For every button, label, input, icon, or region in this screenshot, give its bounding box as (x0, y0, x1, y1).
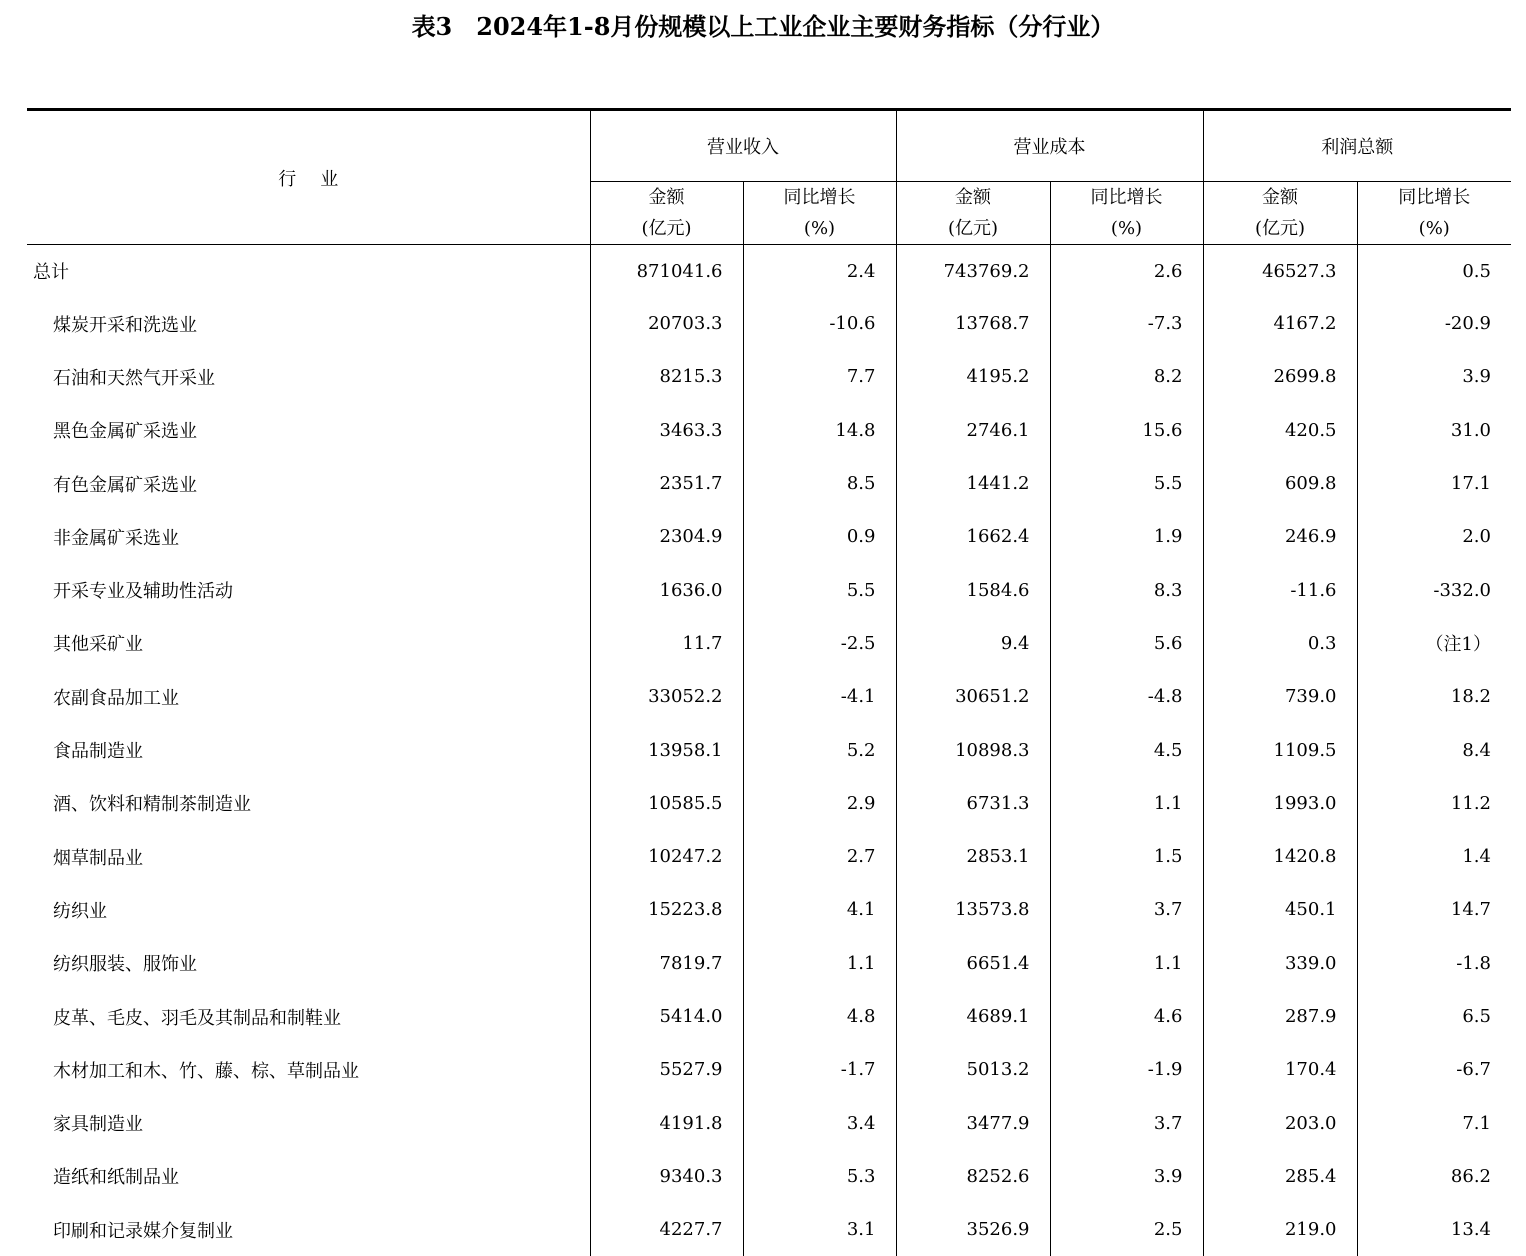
profit-growth-cell: -332.0 (1357, 563, 1511, 616)
cost-amount-cell: 1584.6 (896, 563, 1050, 616)
industry-name-cell: 总计 (27, 245, 590, 298)
table-row (27, 1150, 1511, 1203)
amount-unit: (亿元) (897, 213, 1050, 244)
table-row (27, 1096, 1511, 1149)
revenue-growth-cell: -1.7 (743, 1043, 896, 1096)
cost-growth-cell: 5.6 (1050, 617, 1203, 670)
cost-growth-cell: 3.7 (1050, 883, 1203, 936)
table-row (27, 990, 1511, 1043)
industry-name-cell: 皮革、毛皮、羽毛及其制品和制鞋业 (27, 990, 590, 1043)
revenue-growth-cell: 4.8 (743, 990, 896, 1043)
revenue-growth-cell: 14.8 (743, 404, 896, 457)
profit-amount-cell: 0.3 (1203, 617, 1357, 670)
industry-name-cell: 造纸和纸制品业 (27, 1150, 590, 1203)
revenue-amount-cell: 7819.7 (590, 937, 743, 990)
cost-growth-cell: 3.7 (1050, 1096, 1203, 1149)
revenue-growth-cell: -2.5 (743, 617, 896, 670)
growth-unit: (%) (1358, 213, 1512, 244)
revenue-amount-cell: 2304.9 (590, 510, 743, 563)
revenue-amount-cell: 4227.7 (590, 1203, 743, 1256)
revenue-amount-cell: 871041.6 (590, 245, 743, 298)
revenue-amount-cell: 13958.1 (590, 723, 743, 776)
amount-unit: (亿元) (1204, 213, 1357, 244)
profit-amount-cell: 1993.0 (1203, 777, 1357, 830)
industry-name-cell: 家具制造业 (27, 1096, 590, 1149)
cost-growth-cell: 1.1 (1050, 937, 1203, 990)
revenue-growth-cell: 5.3 (743, 1150, 896, 1203)
cost-amount-cell: 9.4 (896, 617, 1050, 670)
cost-growth-cell: 15.6 (1050, 404, 1203, 457)
amount-unit: (亿元) (591, 213, 743, 244)
profit-amount-cell: 1420.8 (1203, 830, 1357, 883)
profit-growth-cell: 31.0 (1357, 404, 1511, 457)
revenue-growth-cell: 8.5 (743, 457, 896, 510)
cost-amount-cell: 13573.8 (896, 883, 1050, 936)
profit-growth-cell: 7.1 (1357, 1096, 1511, 1149)
industry-name-cell: 酒、饮料和精制茶制造业 (27, 777, 590, 830)
profit-amount-cell: 285.4 (1203, 1150, 1357, 1203)
revenue-growth-cell: -10.6 (743, 297, 896, 350)
profit-amount-cell: 219.0 (1203, 1203, 1357, 1256)
table-row (27, 457, 1511, 510)
table-row (27, 297, 1511, 350)
cost-growth-cell: -1.9 (1050, 1043, 1203, 1096)
revenue-amount-cell: 8215.3 (590, 350, 743, 403)
table-row (27, 1203, 1511, 1256)
cost-amount-cell: 6731.3 (896, 777, 1050, 830)
cost-growth-cell: 1.1 (1050, 777, 1203, 830)
cost-growth-cell: 5.5 (1050, 457, 1203, 510)
profit-growth-cell: 17.1 (1357, 457, 1511, 510)
revenue-amount-cell: 15223.8 (590, 883, 743, 936)
revenue-amount-cell: 3463.3 (590, 404, 743, 457)
revenue-growth-cell: 0.9 (743, 510, 896, 563)
cost-amount-cell: 1662.4 (896, 510, 1050, 563)
header-row-groups (27, 110, 1511, 182)
profit-amount-cell: 1109.5 (1203, 723, 1357, 776)
profit-growth-cell: 3.9 (1357, 350, 1511, 403)
amount-label: 金额 (1204, 182, 1357, 213)
cost-amount-cell: 3477.9 (896, 1096, 1050, 1149)
cost-amount-cell: 5013.2 (896, 1043, 1050, 1096)
cost-growth-cell: 2.6 (1050, 245, 1203, 298)
table-row (27, 723, 1511, 776)
industry-name-cell: 农副食品加工业 (27, 670, 590, 723)
table-row (27, 777, 1511, 830)
cost-amount-cell: 6651.4 (896, 937, 1050, 990)
profit-growth-cell: 6.5 (1357, 990, 1511, 1043)
table-row (27, 937, 1511, 990)
cost-amount-cell: 4689.1 (896, 990, 1050, 1043)
industry-name-cell: 黑色金属矿采选业 (27, 404, 590, 457)
profit-amount-cell: 420.5 (1203, 404, 1357, 457)
revenue-growth-header (743, 182, 896, 245)
revenue-amount-header (590, 182, 743, 245)
revenue-amount-cell: 5527.9 (590, 1043, 743, 1096)
cost-amount-cell: 2853.1 (896, 830, 1050, 883)
profit-amount-cell: 450.1 (1203, 883, 1357, 936)
industry-name-cell: 有色金属矿采选业 (27, 457, 590, 510)
cost-growth-cell: 4.6 (1050, 990, 1203, 1043)
amount-label: 金额 (591, 182, 743, 213)
industry-name-cell: 纺织业 (27, 883, 590, 936)
profit-amount-cell: 46527.3 (1203, 245, 1357, 298)
cost-amount-cell: 4195.2 (896, 350, 1050, 403)
profit-growth-cell: 18.2 (1357, 670, 1511, 723)
industry-name-cell: 其他采矿业 (27, 617, 590, 670)
revenue-group-header: 营业收入 (590, 110, 896, 182)
table-row (27, 1043, 1511, 1096)
cost-group-header: 营业成本 (896, 110, 1203, 182)
cost-growth-cell: 2.5 (1050, 1203, 1203, 1256)
profit-amount-cell: 739.0 (1203, 670, 1357, 723)
industry-name-cell: 木材加工和木、竹、藤、棕、草制品业 (27, 1043, 590, 1096)
industry-name-cell: 煤炭开采和洗选业 (27, 297, 590, 350)
cost-amount-cell: 743769.2 (896, 245, 1050, 298)
cost-growth-cell: 3.9 (1050, 1150, 1203, 1203)
revenue-amount-cell: 1636.0 (590, 563, 743, 616)
cost-growth-cell: 8.3 (1050, 563, 1203, 616)
revenue-amount-cell: 9340.3 (590, 1150, 743, 1203)
table-row (27, 350, 1511, 403)
profit-growth-header (1357, 182, 1511, 245)
profit-growth-cell: 8.4 (1357, 723, 1511, 776)
industry-name-cell: 印刷和记录媒介复制业 (27, 1203, 590, 1256)
cost-amount-cell: 8252.6 (896, 1150, 1050, 1203)
page-title: 表3 2024年1-8月份规模以上工业企业主要财务指标（分行业） (0, 10, 1526, 44)
revenue-growth-cell: 3.4 (743, 1096, 896, 1149)
profit-amount-header (1203, 182, 1357, 245)
profit-group-header: 利润总额 (1203, 110, 1511, 182)
cost-amount-cell: 1441.2 (896, 457, 1050, 510)
revenue-amount-cell: 10247.2 (590, 830, 743, 883)
revenue-amount-cell: 33052.2 (590, 670, 743, 723)
cost-amount-cell: 13768.7 (896, 297, 1050, 350)
industry-name-cell: 石油和天然气开采业 (27, 350, 590, 403)
profit-amount-cell: 203.0 (1203, 1096, 1357, 1149)
table-row (27, 670, 1511, 723)
table-row (27, 883, 1511, 936)
revenue-amount-cell: 2351.7 (590, 457, 743, 510)
profit-growth-cell: 11.2 (1357, 777, 1511, 830)
revenue-growth-cell: -4.1 (743, 670, 896, 723)
profit-growth-cell: 13.4 (1357, 1203, 1511, 1256)
profit-growth-cell: （注1） (1357, 617, 1511, 670)
revenue-growth-cell: 4.1 (743, 883, 896, 936)
cost-amount-cell: 10898.3 (896, 723, 1050, 776)
table-row (27, 830, 1511, 883)
revenue-growth-cell: 3.1 (743, 1203, 896, 1256)
industry-name-cell: 食品制造业 (27, 723, 590, 776)
growth-unit: (%) (744, 213, 896, 244)
table-row (27, 510, 1511, 563)
revenue-growth-cell: 5.2 (743, 723, 896, 776)
revenue-amount-cell: 20703.3 (590, 297, 743, 350)
cost-amount-cell: 2746.1 (896, 404, 1050, 457)
profit-amount-cell: 4167.2 (1203, 297, 1357, 350)
revenue-growth-cell: 2.9 (743, 777, 896, 830)
industry-name-cell: 纺织服装、服饰业 (27, 937, 590, 990)
growth-label: 同比增长 (744, 182, 896, 213)
profit-growth-cell: 14.7 (1357, 883, 1511, 936)
growth-label: 同比增长 (1358, 182, 1512, 213)
revenue-growth-cell: 2.7 (743, 830, 896, 883)
profit-growth-cell: 2.0 (1357, 510, 1511, 563)
table-row (27, 563, 1511, 616)
cost-growth-cell: 8.2 (1050, 350, 1203, 403)
profit-growth-cell: 1.4 (1357, 830, 1511, 883)
revenue-growth-cell: 5.5 (743, 563, 896, 616)
industry-name-cell: 非金属矿采选业 (27, 510, 590, 563)
revenue-growth-cell: 2.4 (743, 245, 896, 298)
financial-indicators-table (27, 108, 1511, 1256)
revenue-amount-cell: 4191.8 (590, 1096, 743, 1149)
revenue-amount-cell: 10585.5 (590, 777, 743, 830)
profit-growth-cell: -6.7 (1357, 1043, 1511, 1096)
cost-growth-cell: 1.5 (1050, 830, 1203, 883)
cost-amount-cell: 30651.2 (896, 670, 1050, 723)
profit-growth-cell: -20.9 (1357, 297, 1511, 350)
revenue-growth-cell: 7.7 (743, 350, 896, 403)
profit-amount-cell: 2699.8 (1203, 350, 1357, 403)
cost-growth-cell: -7.3 (1050, 297, 1203, 350)
cost-amount-cell: 3526.9 (896, 1203, 1050, 1256)
profit-growth-cell: 86.2 (1357, 1150, 1511, 1203)
profit-amount-cell: 339.0 (1203, 937, 1357, 990)
table-body (27, 245, 1511, 1256)
growth-label: 同比增长 (1051, 182, 1203, 213)
cost-growth-cell: -4.8 (1050, 670, 1203, 723)
profit-growth-cell: -1.8 (1357, 937, 1511, 990)
profit-growth-cell: 0.5 (1357, 245, 1511, 298)
amount-label: 金额 (897, 182, 1050, 213)
industry-column-header: 行业 (27, 110, 590, 245)
revenue-amount-cell: 5414.0 (590, 990, 743, 1043)
profit-amount-cell: 287.9 (1203, 990, 1357, 1043)
cost-growth-cell: 1.9 (1050, 510, 1203, 563)
table-row (27, 617, 1511, 670)
cost-growth-header (1050, 182, 1203, 245)
profit-amount-cell: 246.9 (1203, 510, 1357, 563)
industry-name-cell: 开采专业及辅助性活动 (27, 563, 590, 616)
total-row (27, 245, 1511, 298)
table-row (27, 404, 1511, 457)
cost-growth-cell: 4.5 (1050, 723, 1203, 776)
profit-amount-cell: 609.8 (1203, 457, 1357, 510)
growth-unit: (%) (1051, 213, 1203, 244)
profit-amount-cell: -11.6 (1203, 563, 1357, 616)
cost-amount-header (896, 182, 1050, 245)
profit-amount-cell: 170.4 (1203, 1043, 1357, 1096)
revenue-growth-cell: 1.1 (743, 937, 896, 990)
industry-name-cell: 烟草制品业 (27, 830, 590, 883)
revenue-amount-cell: 11.7 (590, 617, 743, 670)
